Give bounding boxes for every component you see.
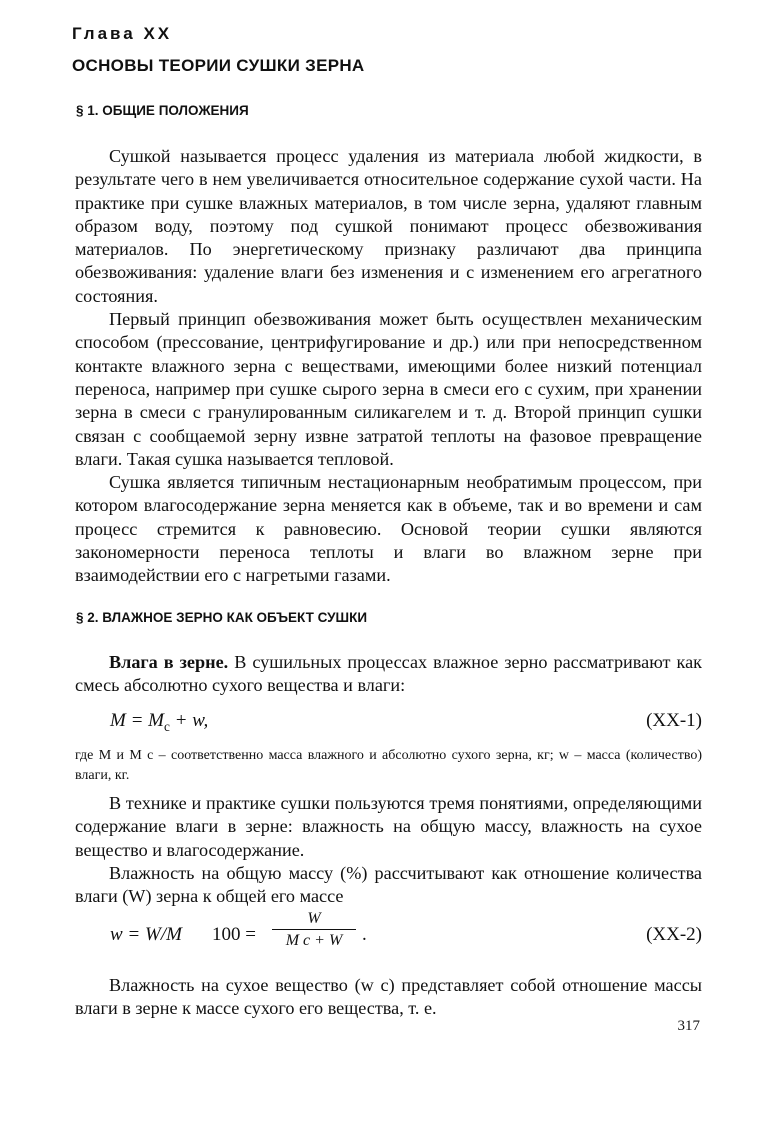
paragraph: Первый принцип обезвоживания может быть осуществлен механическим способом (прессование, центрифугирование и др.) или при непосредственном контакте влажного зерна с веществами, имеющими более низкий потенциал переноса, например при сушке сырого зерна в смеси его с сухим, при хранении зерна в смеси с гранулированным силикагелем и т. д. Второй принцип сушки связан с сообщаемой зерну извне затратой теплоты на фазовое превращение влаги. Такая сушка называется тепловой. [75, 309, 702, 469]
section-2-heading: § 2. ВЛАЖНОЕ ЗЕРНО КАК ОБЪЕКТ СУШКИ [76, 610, 368, 625]
equation-number: (XX-1) [646, 710, 702, 731]
fraction-numerator: W [307, 910, 321, 927]
section-2-body [75, 792, 702, 908]
chapter-label: Глава XX [72, 24, 173, 43]
section-1-heading: § 1. ОБЩИЕ ПОЛОЖЕНИЯ [76, 103, 249, 118]
section-2-final [75, 974, 702, 1021]
paragraph: В технике и практике сушки пользуются тремя понятиями, определяющими содержание влаги в зерне: влажность на общую массу, влажность на сухое вещество и влагосодержание. [75, 793, 702, 860]
fraction-denominator: M c + W [285, 932, 343, 949]
run-in-heading: Влага в зерне. [109, 652, 229, 672]
paragraph: Влажность на общую массу (%) рассчитывают как отношение количества влаги (W) зерна к общей его массе [75, 862, 702, 907]
paragraph: Влажность на сухое вещество (w c) представляет собой отношение массы влаги в зерне к массе сухого его вещества, т. е. [75, 975, 702, 1019]
paragraph [75, 651, 702, 698]
paragraph: Сушка является типичным нестационарным необратимым процессом, при котором влагосодержание зерна меняется как в объеме, так и во времени и сам процесс стремится к равновесию. Основой теории сушки являются закономерности переноса теплоты и влаги во влажном зерне при взаимодействии его с нагретыми газами. [75, 472, 702, 586]
chapter-title: ОСНОВЫ ТЕОРИИ СУШКИ ЗЕРНА [72, 56, 365, 75]
page-number: 317 [677, 1018, 700, 1034]
paragraph-text: В сушильных процессах влажное зерно рассматривают как смесь абсолютно сухого вещества и влаги: [75, 652, 702, 696]
formula-expression: $M = M_c + w$, [110, 710, 209, 734]
formula-note: где M и M с – соответственно масса влажного и абсолютно сухого зерна, кг; w – масса (количество) влаги, кг. [75, 748, 702, 783]
formula-factor: 100 = [212, 924, 256, 945]
paragraph: Сушкой называется процесс удаления из материала любой жидкости, в результате чего в нем увеличивается относительное содержание сухой части. На практике при сушке влажных материалов, в том числе зерна, удаляют главным образом воду, поэтому под сушкой понимают процесс обезвоживания материалов. По энергетическому признаку различают два принципа обезвоживания: удаление влаги без изменения и с изменением его агрегатного состояния. [75, 146, 702, 306]
fraction [272, 909, 356, 952]
equation-number: (XX-2) [646, 924, 702, 945]
section-1-body [75, 145, 702, 588]
formula-tail: . [362, 924, 367, 945]
section-2-intro [75, 651, 702, 698]
formula-expression: w = W/M [110, 924, 182, 945]
